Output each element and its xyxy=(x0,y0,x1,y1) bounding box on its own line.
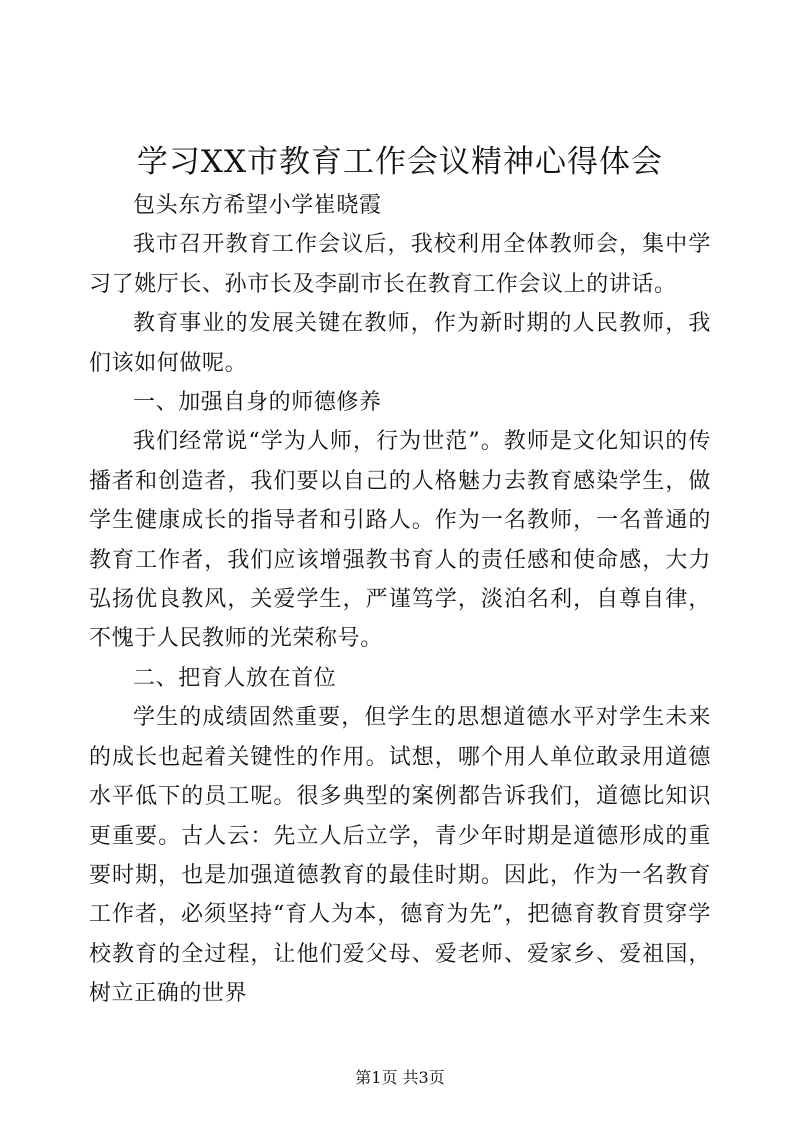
author-line: 包头东方希望小学崔晓霞 xyxy=(133,193,382,218)
paragraph: 教育事业的发展关键在教师，作为新时期的人民教师，我们该如何做呢。 xyxy=(89,311,711,376)
paragraph: 我市召开教育工作会议后，我校利用全体教师会，集中学习了姚厅长、孙市长及李副市长在教育工作会议上的讲话。 xyxy=(89,232,711,297)
paragraph: 学生的成绩固然重要，但学生的思想道德水平对学生未来的成长也起着关键性的作用。试想，哪个用人单位敢录用道德水平低下的员工呢。很多典型的案例都告诉我们，道德比知识更重要。古人云：先立人后立学，青少年时期是道德形成的重要时期，也是加强道德教育的最佳时期。因此，作为一名教育工作者，必须坚持“育人为本，德育为先”，把德育教育贯穿学校教育的全过程，让他们爱父母、爱老师、爱家乡、爱祖国，树立正确的世界 xyxy=(89,705,711,1007)
section-heading: 一、加强自身的师德修养 xyxy=(133,390,382,416)
page-footer: 第1页 共3页 xyxy=(355,1068,445,1087)
paragraph: 我们经常说“学为人师，行为世范”。教师是文化知识的传播者和创造者，我们要以自己的人格魅力去教育感染学生，做学生健康成长的指导者和引路人。作为一名教师，一名普通的教育工作者，我们应该增强教书育人的责任感和使命感，大力弘扬优良教风，关爱学生，严谨笃学，淡泊名利，自尊自律，不愧于人民教师的光荣称号。 xyxy=(89,429,711,652)
document-body xyxy=(89,186,711,1014)
section-heading: 二、把育人放在首位 xyxy=(133,665,337,691)
page-title: 学习XX市教育工作会议精神心得体会 xyxy=(136,144,664,180)
